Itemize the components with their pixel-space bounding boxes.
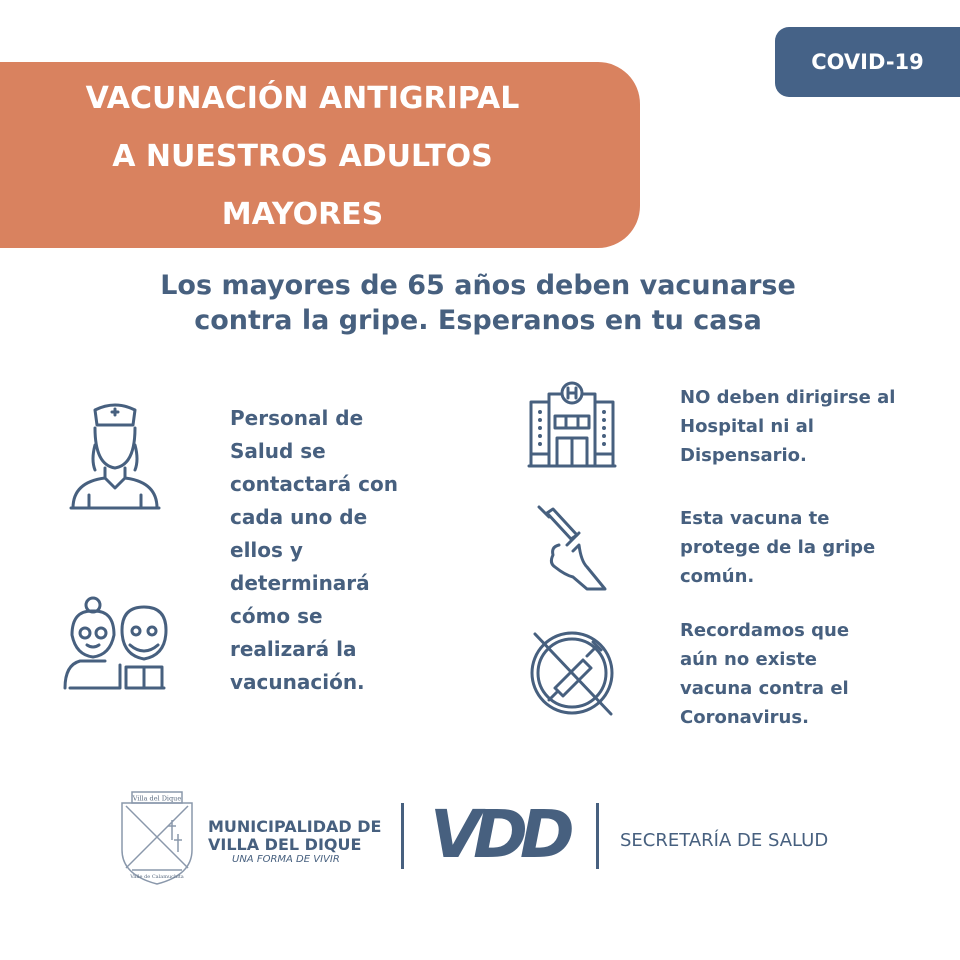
- no-vaccine-icon: [527, 628, 617, 718]
- text-line: vacunación.: [230, 670, 365, 694]
- text-line: Esta vacuna te: [680, 508, 830, 529]
- text-line: determinará: [230, 571, 370, 595]
- text-line: cómo se: [230, 604, 323, 628]
- municipality-name: [208, 818, 381, 866]
- left-description: [230, 402, 420, 699]
- text-line: Personal de: [230, 406, 364, 430]
- tagline: UNA FORMA DE VIVIR: [232, 854, 340, 865]
- text-line: Coronavirus.: [680, 707, 809, 728]
- elderly-couple-icon: [60, 595, 175, 690]
- text-line: común.: [680, 566, 755, 587]
- right-item-hospital: [680, 383, 920, 470]
- right-item-coronavirus: [680, 616, 920, 732]
- nurse-icon: [65, 400, 165, 515]
- covid-badge: COVID-19: [775, 27, 960, 97]
- text-line: realizará la: [230, 637, 357, 661]
- text-line: aún no existe: [680, 649, 818, 670]
- subtitle: [0, 268, 956, 338]
- text-line: protege de la gripe: [680, 537, 876, 558]
- subtitle-line: Los mayores de 65 años deben vacunarse: [160, 270, 796, 301]
- syringe-hand-icon: [537, 505, 612, 595]
- divider: [401, 803, 404, 869]
- title-line: VACUNACIÓN ANTIGRIPAL: [85, 81, 520, 116]
- text-line: Salud se: [230, 439, 326, 463]
- muni-line: MUNICIPALIDAD DE: [208, 817, 382, 836]
- right-item-vaccine: [680, 504, 920, 591]
- shield-bottom-text: Valle de Calamuchita: [130, 874, 184, 880]
- divider: [596, 803, 599, 869]
- text-line: contactará con: [230, 472, 398, 496]
- hospital-icon: [527, 380, 617, 470]
- text-line: cada uno de: [230, 505, 368, 529]
- text-line: Dispensario.: [680, 445, 807, 466]
- text-line: vacuna contra el: [680, 678, 849, 699]
- subtitle-line: contra la gripe. Esperanos en tu casa: [194, 305, 762, 336]
- title-line: MAYORES: [221, 197, 384, 232]
- text-line: Recordamos que: [680, 620, 850, 641]
- shield-top-text: Villa del Dique: [132, 794, 182, 803]
- muni-line: VILLA DEL DIQUE: [208, 835, 362, 854]
- vdd-logo: VDD: [430, 796, 567, 873]
- secretaria-label: SECRETARÍA DE SALUD: [620, 830, 829, 851]
- text-line: Hospital ni al: [680, 416, 814, 437]
- municipal-shield-logo: [118, 790, 196, 886]
- title-banner: [0, 62, 640, 248]
- text-line: NO deben dirigirse al: [680, 387, 896, 408]
- text-line: ellos y: [230, 538, 303, 562]
- title-line: A NUESTROS ADULTOS: [112, 139, 493, 174]
